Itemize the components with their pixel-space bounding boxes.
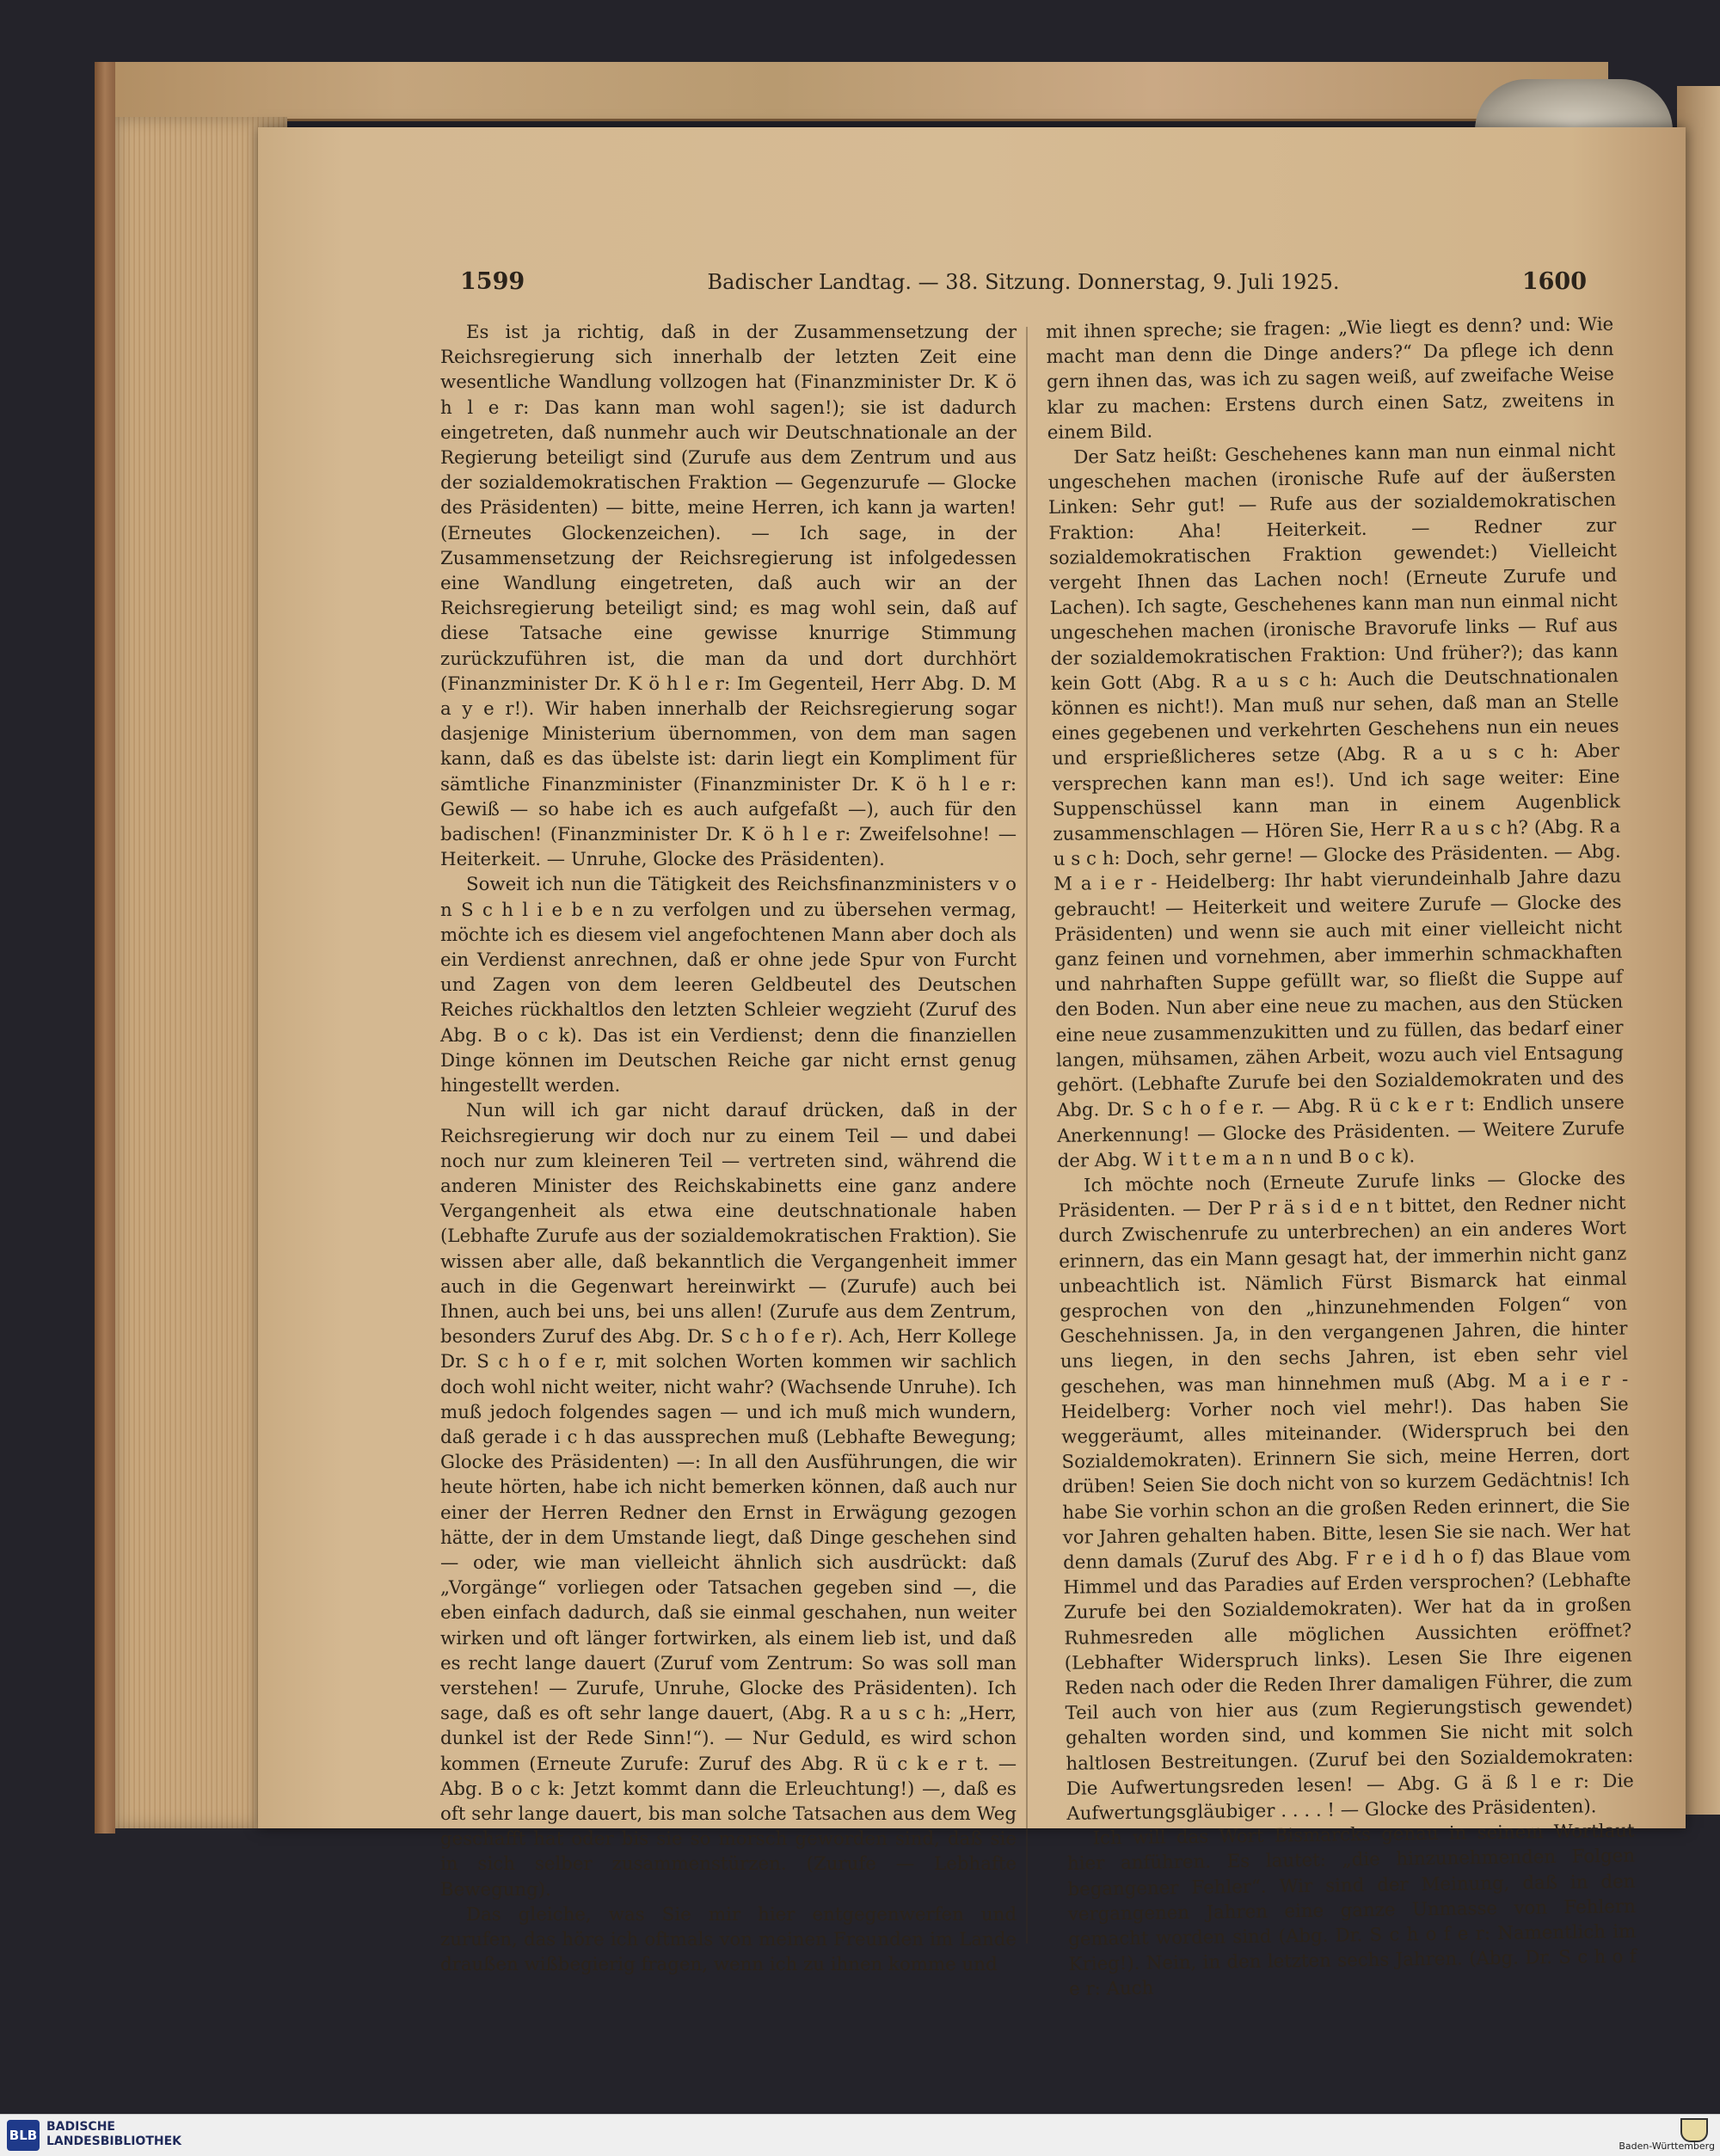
- paragraph: Der Satz heißt: Geschehenes kann man nun einmal nicht ungeschehen machen (ironische Rufe auf der äußersten Linken: Sehr gut! — Rufe aus der sozialdemokratischen Fraktion: Aha! Heiterkeit. — Redner zur sozialdemokratischen Fraktion gewendet:) Vielleicht vergeht Ihnen das Lachen noch! (Erneute Zurufe und Lachen). Ich sagte, Geschehenes kann man nun einmal nicht ungeschehen machen (ironische Bravorufe links — Ruf aus der sozialdemokratischen Fraktion: Und früher?); das kann kein Gott (Abg. R a u s c h: Auch die Deutschnationalen können es nicht!). Man muß nur sehen, daß man an Stelle eines gegebenen und verkehrten Geschehens nun ein neues und ersprießlicheres setze (Abg. R a u s c h: Aber versprechen kann man es!). Und ich sage weiter: Eine Suppenschüssel kann man in einem Augenblick zusammenschlagen — Hören Sie, Herr R a u s c h? (Abg. R a u s c h: Doch, sehr gerne! — Glocke des Präsidenten. — Abg. M a i e r - Heidelberg: Ihr habt vierundeinhalb Jahre dazu gebraucht! — Heiterkeit und weitere Zurufe — Glocke des Präsidenten) und wenn sie auch mit einer vielleicht nicht ganz feinen und vornehmen, aber immerhin schmackhaften und nahrhaften Suppe gefüllt war, so fließt die Suppe auf den Boden. Nun aber eine neue zu machen, aus den Stücken eine neue zusammenzukitten und zu füllen, das bedarf einer langen, mühsamen, zähen Arbeit, wozu auch viel Entsagung gehört. (Lebhafte Zurufe bei den Sozialdemokraten und des Abg. Dr. S c h o f e r. — Abg. R ü c k e r t: Endlich unsere Anerkennung! — Glocke des Präsidenten. — Weitere Zurufe der Abg. W i t t e m a n n und B o c k).: [1047, 439, 1625, 1172]
- book-spine: [95, 62, 115, 1834]
- paragraph: Ich möchte noch (Erneute Zurufe links — Glocke des Präsidenten. — Der P r ä s i d e n t bittet, den Redner nicht durch Zwischenrufe zu unterbrechen) an ein anderes Wort erinnern, das ein Mann gesagt hat, der immerhin nicht ganz unbeachtlich ist. Nämlich Fürst Bismarck hat einmal gesprochen von den „hinzunehmenden Folgen“ von Geschehnissen. Ja, in den vergangenen Jahren, die hinter uns liegen, in den sechs Jahren, ist eben sehr viel geschehen, was man hinnehmen muß (Abg. M a i e r - Heidelberg: Vorher noch viel mehr!). Das haben Sie weggeräumt, alles miteinander. (Widerspruch bei den Sozialdemokraten). Erinnern Sie sich, meine Herren, dort drüben! Seien Sie doch nicht von so kurzem Gedächtnis! Ich habe Sie vorhin schon an die großen Reden erinnert, die Sie vor Jahren gehalten haben. Bitte, lesen Sie sie nach. Wer hat denn damals (Zuruf des Abg. F r e i d h o f) das Blaue vom Himmel und das Paradies auf Erden versprochen? (Lebhafte Zurufe bei den Sozialdemokraten). Wer hat da in großen Ruhmesreden alle möglichen Aussichten eröffnet? (Lebhafter Widerspruch links). Lesen Sie Ihre eigenen Reden nach oder die Reden Ihrer damaligen Führer, die zum Teil auch von hier aus (zum Regierungstisch gewendet) gehalten worden sind, und kommen Sie nicht mit solch haltlosen Bestreitungen. (Zuruf bei den Sozialdemokraten: Die Aufwertungsreden lesen! — Abg. G ä ß l e r: Die Aufwertungsgläubiger . . . . ! — Glocke des Präsidenten).: [1058, 1167, 1634, 1825]
- paragraph: Das gleiche, was Sie mir hier entgegenwerfen und zurufen, das höre ich oftmals von meinen Freunden im Lande draußen wißbegierig fragen, wenn ich zu ihnen komme und: [440, 1903, 1017, 1976]
- paragraph: Es ist ja richtig, daß in der Zusammensetzung der Reichsregierung sich innerhalb der letzten Zeit eine wesentliche Wandlung vollzogen hat (Finanzminister Dr. K ö h l e r: Das kann man wohl sagen!); sie ist dadurch eingetreten, daß nunmehr auch wir Deutschnationale an der Regierung beteiligt sind (Zurufe aus dem Zentrum und aus der sozialdemokratischen Fraktion — Gegenzurufe — Glocke des Präsidenten) — bitte, meine Herren, ich kann ja warten! (Erneutes Glockenzeichen). — Ich sage, in der Zusammensetzung der Reichsregierung ist infolgedessen eine Wandlung eingetreten, daß auch wir an der Reichsregierung beteiligt sind; es mag wohl sein, daß auf diese Tatsache eine gewisse knurrige Stimmung zurückzuführen ist, die man da und dort durchhört (Finanzminister Dr. K ö h l e r: Im Gegenteil, Herr Abg. D. M a y e r!). Wir haben innerhalb der Reichsregierung sogar dasjenige Ministerium übernommen, von dem man sagen kann, daß es das übelste ist: darin liegt ein Kompliment für sämtliche Finanzminister (Finanzminister Dr. K ö h l e r: Gewiß — so habe ich es auch aufgefaßt —), auch für den badischen! (Finanzminister Dr. K ö h l e r: Zweifelsohne! — Heiterkeit. — Unruhe, Glocke des Präsidenten).: [440, 322, 1017, 871]
- coat-of-arms-icon: [1680, 2118, 1708, 2142]
- left-text-column: [440, 320, 1017, 1976]
- library-name-line2: LANDESBIBLIOTHEK: [46, 2135, 182, 2148]
- column-divider: [1026, 327, 1028, 1944]
- page-header: [460, 268, 1587, 303]
- library-name: [46, 2120, 261, 2149]
- viewer-footer: [0, 2114, 1720, 2156]
- paragraph: Soweit ich nun die Tätigkeit des Reichsfinanzministers v o n S c h l i e b e n zu verfolgen und zu übersehen vermag, möchte ich es diesem viel angefochtenen Mann aber doch als ein Verdienst anrechnen, daß er ohne jede Spur von Furcht und Zagen von dem leeren Geldbeutel des Deutschen Reiches rückhaltlos den letzten Schleier wegzieht (Zuruf des Abg. B o c k). Das ist ein Verdienst; denn die finanziellen Dinge können im Deutschen Reiche gar nicht ernst genug hingestellt werden.: [440, 874, 1017, 1097]
- paragraph: mit ihnen spreche; sie fragen: „Wie liegt es denn? und: Wie macht man denn die Dinge anders?“ Da pflege ich denn gern ihnen das, was ich zu sagen weiß, auf zweifache Weise klar zu machen: Erstens durch einen Satz, zweitens in einem Bild.: [1046, 313, 1615, 444]
- right-text-column: [1046, 312, 1637, 2001]
- paragraph: Ich will das Wort Bismarcks genau in seinem Wortlaut hier anführen. Es lautet: „die hinzunehmenden Folgen begangener Fehler“. Wir sind der Meinung, daß in den vergangenen Jahren eine ganze Unmasse von Fehlern gemacht worden sind (Abg. Dr. S c h o f e r: Namentlich im Krieg!). Nein, in den letzten sechs Jahren. (Abg. Dr. S c h o f e r: Auch: [1066, 1820, 1637, 2001]
- paragraph: Nun will ich gar nicht darauf drücken, daß in der Reichsregierung wir doch nur zu einem Teil — und dabei noch nur zum kleineren Teil — vertreten sind, während die anderen Minister des Reichskabinetts eine ganz andere Vergangenheit als etwa eine deutschnationale haben (Lebhafte Zurufe aus der sozialdemokratischen Fraktion). Sie wissen aber alle, daß bekanntlich die Vergangenheit immer auch in die Gegenwart hereinwirkt — (Zurufe) auch bei Ihnen, auch bei uns, bei uns allen! (Zurufe aus dem Zentrum, besonders Zuruf des Abg. Dr. S c h o f e r). Ach, Herr Kollege Dr. S c h o f e r, mit solchen Worten kommen wir sachlich doch wohl nicht weiter, nicht wahr? (Wachsende Unruhe). Ich muß jedoch folgendes sagen — und ich muß mich wundern, daß gerade i c h das aussprechen muß (Lebhafte Bewegung; Glocke des Präsidenten) —: In all den Ausführungen, die wir heute hörten, habe ich nicht bemerken können, daß auch nur einer der Herren Redner den Ernst in Erwägung gezogen hätte, der in dem Umstande liegt, daß Dinge geschehen sind — oder, wie man vielleicht ähnlich sich ausdrückt: daß „Vorgänge“ vorliegen oder Tatsachen gegeben sind —, die eben einfach dadurch, daß sie einmal geschahen, nun weiter wirken und oft länger fortwirken, als einem lieb ist, und daß es recht lange dauert (Zuruf vom Zentrum: So was soll man verstehen! — Zurufe, Unruhe, Glocke des Präsidenten). Ich sage, daß es oft sehr lange dauert, (Abg. R a u s c h: „Herr, dunkel ist der Rede Sinn!“). — Nur Geduld, es wird schon kommen (Erneute Zurufe: Zuruf des Abg. R ü c k e r t. — Abg. B o c k: Jetzt kommt dann die Erleuchtung!) —, daß es oft sehr lange dauert, bis man solche Tatsachen aus dem Weg geschafft hat oder bis sie so morsch geworden sind, daß sie in sich selber zusammenstürzen. (Zurufe — Lebhafte Bewegung).: [440, 1100, 1017, 1901]
- book-top-edge: [95, 62, 1608, 121]
- library-name-line1: BADISCHE: [46, 2120, 115, 2134]
- partner-label: Baden-Württemberg: [1619, 2141, 1715, 2152]
- running-title: Badischer Landtag. — 38. Sitzung. Donnerstag, 9. Juli 1925.: [707, 270, 1340, 294]
- blb-logo[interactable]: BLB: [7, 2120, 40, 2151]
- page-number-left: 1599: [460, 268, 525, 295]
- page-number-right: 1600: [1521, 268, 1587, 295]
